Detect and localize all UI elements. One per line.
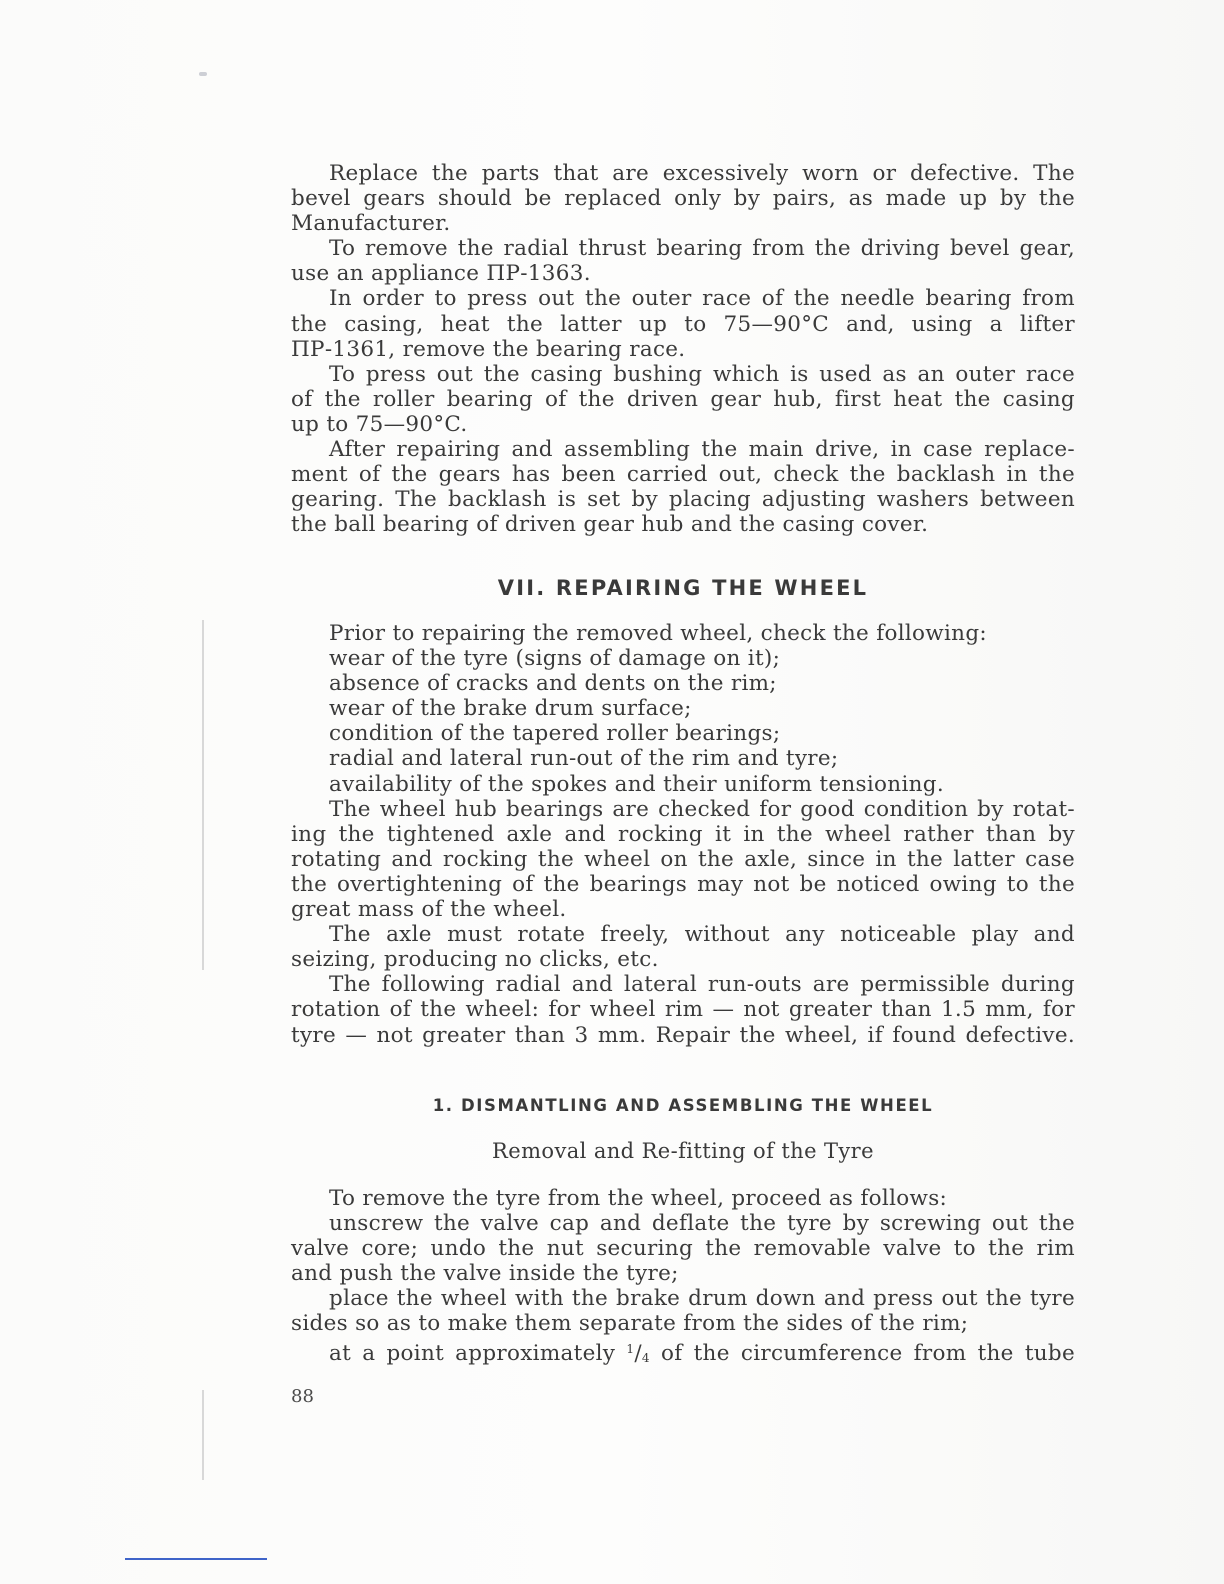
chapter-heading: VII. REPAIRING THE WHEEL xyxy=(497,576,869,600)
text-line: ment of the gears has been carried out, check the backlash in the xyxy=(291,462,1075,488)
text-line: the casing, heat the latter up to 75—90°C and, using a lifter xyxy=(291,311,1075,337)
text-line: use an appliance ПР-1363. xyxy=(291,261,591,287)
bottom-rule xyxy=(125,1558,267,1560)
text-line: place the wheel with the brake drum down and press out the tyre xyxy=(329,1286,1075,1312)
text-line: availability of the spokes and their uniform tensioning. xyxy=(329,771,944,797)
text-line: wear of the brake drum surface; xyxy=(329,696,692,722)
text-line: rotating and rocking the wheel on the axle, since in the latter case xyxy=(291,846,1075,872)
text-line: sides so as to make them separate from the sides of the rim; xyxy=(291,1311,969,1337)
text-line: unscrew the valve cap and deflate the tyre by screwing out the xyxy=(329,1211,1075,1237)
text-line: bevel gears should be replaced only by pairs, as made up by the xyxy=(291,186,1075,212)
paragraphs-tyre-removal xyxy=(291,1186,1076,1366)
text-line: Prior to repairing the removed wheel, check the following: xyxy=(329,621,987,646)
text-line: radial and lateral run-out of the rim and tyre; xyxy=(329,746,839,772)
text-line: The wheel hub bearings are checked for good condition by rotat- xyxy=(329,796,1075,822)
text-line: To press out the casing bushing which is used as an outer race xyxy=(329,361,1075,387)
text-line: condition of the tapered roller bearings; xyxy=(329,721,781,747)
text-line: seizing, producing no clicks, etc. xyxy=(291,947,659,973)
text-line-fraction: at a point approximately $^1/_4$ of the circumference from the tube xyxy=(329,1340,1076,1366)
paragraphs-wheel-check xyxy=(291,621,1075,1048)
text-line: The axle must rotate freely, without any noticeable play and xyxy=(329,922,1075,948)
text-line: great mass of the wheel. xyxy=(291,897,567,923)
text-line: up to 75—90°C. xyxy=(291,411,468,437)
text-line: To remove the tyre from the wheel, proceed as follows: xyxy=(329,1186,948,1211)
margin-mark xyxy=(202,1390,204,1480)
text-line: tyre — not greater than 3 mm. Repair the wheel, if found defective. xyxy=(291,1022,1075,1048)
text-line: and push the valve inside the tyre; xyxy=(291,1261,679,1287)
text-line: Replace the parts that are excessively worn or defective. The xyxy=(329,161,1075,186)
fraction-numerator: 1 xyxy=(626,1341,635,1356)
text-line: To remove the radial thrust bearing from the driving bevel gear, xyxy=(329,236,1075,262)
fraction-denominator: 4 xyxy=(641,1350,650,1365)
text-fragment: of the circumference from the tube xyxy=(660,1340,1076,1366)
page-number: 88 xyxy=(291,1386,314,1407)
text-line: ПР-1361, remove the bearing race. xyxy=(291,336,686,362)
scan-speck xyxy=(199,72,207,76)
text-line: ing the tightened axle and rocking it in the wheel rather than by xyxy=(291,821,1075,847)
subsection-heading: Removal and Re-fitting of the Tyre xyxy=(492,1139,874,1163)
text-line: valve core; undo the nut securing the removable valve to the rim xyxy=(291,1236,1075,1262)
text-line: In order to press out the outer race of the needle bearing from xyxy=(329,286,1075,312)
text-line: rotation of the wheel: for wheel rim — not greater than 1.5 mm, for xyxy=(291,997,1075,1023)
text-line: absence of cracks and dents on the rim; xyxy=(329,671,777,697)
text-line: of the roller bearing of the driven gear hub, first heat the casing xyxy=(291,386,1075,412)
paragraphs-gears xyxy=(291,161,1075,537)
text-line: The following radial and lateral run-outs are permissible during xyxy=(329,972,1075,998)
section-heading: 1. DISMANTLING AND ASSEMBLING THE WHEEL xyxy=(432,1096,934,1115)
text-line: gearing. The backlash is set by placing adjusting washers between xyxy=(291,487,1075,513)
text-line: Manufacturer. xyxy=(291,211,451,237)
text-line: After repairing and assembling the main drive, in case replace- xyxy=(329,437,1075,463)
text-line: wear of the tyre (signs of damage on it); xyxy=(329,646,781,672)
text-fragment: at a point approximately xyxy=(329,1340,616,1366)
margin-mark xyxy=(202,620,204,970)
text-line: the overtightening of the bearings may not be noticed owing to the xyxy=(291,871,1075,897)
text-line: the ball bearing of driven gear hub and the casing cover. xyxy=(291,512,929,538)
